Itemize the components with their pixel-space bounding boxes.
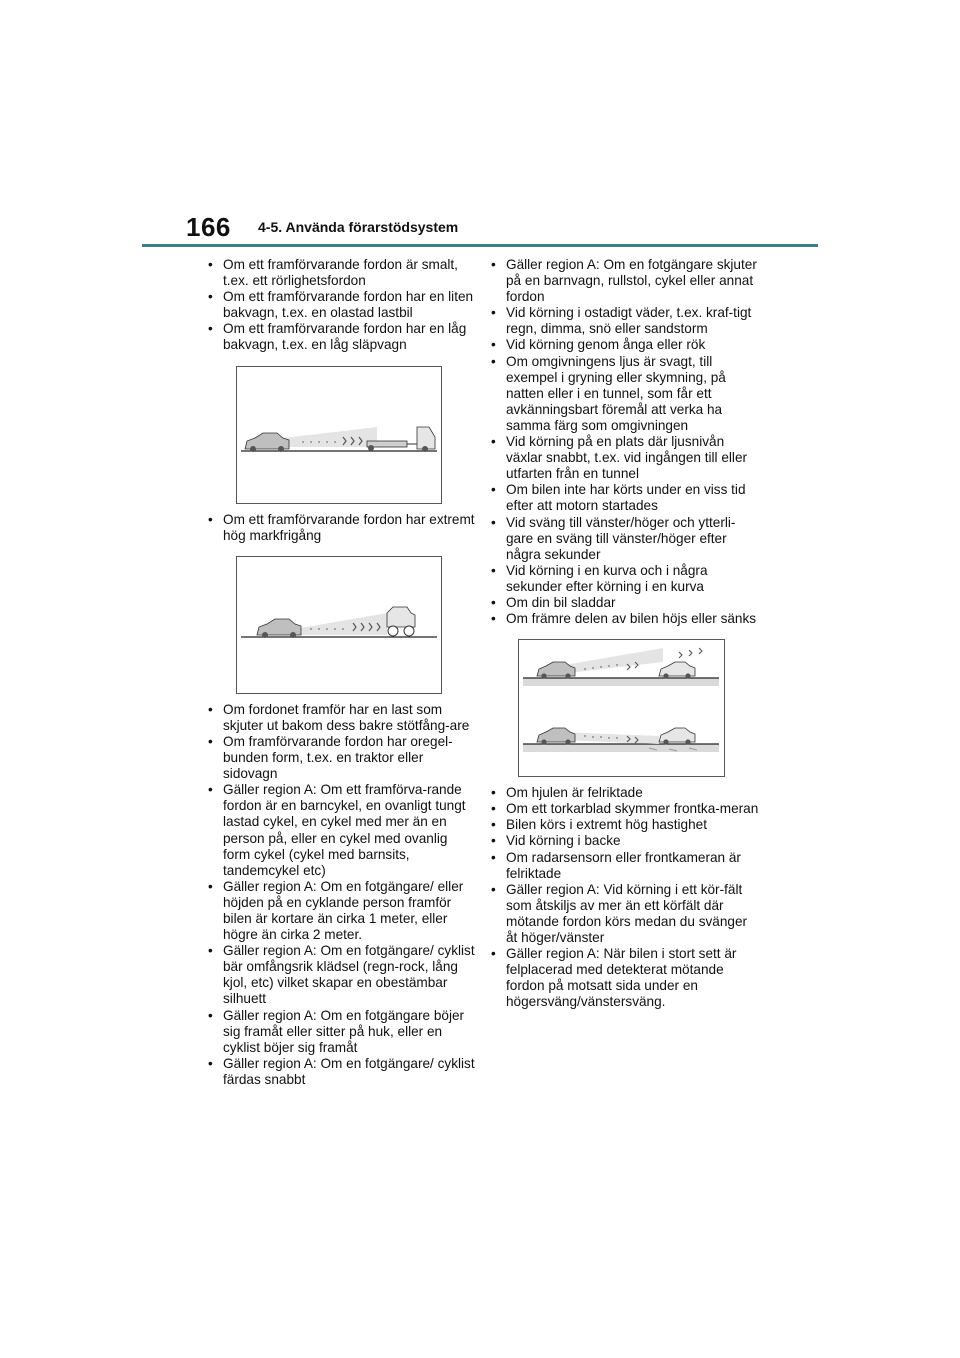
right-column <box>490 257 760 1010</box>
illustration-pitch-change <box>518 639 725 777</box>
illustration-low-trailer <box>236 366 442 504</box>
list-item: • Gäller region A: Om en fotgängare skjuter på en barnvagn, rullstol, cykel eller annat fordon <box>490 257 760 305</box>
list-item: • Gäller region A: Om en fotgängare/ eller höjden på en cyklande person framför bilen är kortare än cirka 1 meter, eller högre än cirka 2 meter. <box>207 879 477 943</box>
list-item: • Om fordonet framför har en last som skjuter ut bakom dess bakre stötfång-are <box>207 702 477 734</box>
list-item: • Gäller region A: Om en fotgängare/ cyklist bär omfångsrik klädsel (regn-rock, lång kjol, etc) vilket skapar en obestämbar silhuett <box>207 943 477 1007</box>
section-title: 4-5. Använda förarstödsystem <box>258 219 459 235</box>
header-divider <box>142 244 818 247</box>
list-item: • Om ett torkarblad skymmer frontka-meran <box>490 801 760 817</box>
list-item: • Om omgivningens ljus är svagt, till exempel i gryning eller skymning, på natten eller i en tunnel, som får ett avkänningsbart föremål att verka ha samma färg som omgivningen <box>490 354 760 434</box>
list-item: • Om din bil sladdar <box>490 595 760 611</box>
bullet-list <box>207 702 477 1088</box>
bullet-list <box>490 257 760 627</box>
bullet-list <box>207 257 477 354</box>
list-item: • Om hjulen är felriktade <box>490 785 760 801</box>
bullet-list <box>207 512 477 544</box>
list-item: • Vid körning på en plats där ljusnivån växlar snabbt, t.ex. vid ingången till eller utfarten från en tunnel <box>490 434 760 482</box>
list-item: • Om framförvarande fordon har oregel-bunden form, t.ex. en traktor eller sidovagn <box>207 734 477 782</box>
list-item: • Om ett framförvarande fordon har en låg bakvagn, t.ex. en låg släpvagn <box>207 321 477 353</box>
page-number: 166 <box>186 212 231 242</box>
left-column <box>207 257 477 1088</box>
list-item: • Om ett framförvarande fordon har extremt hög markfrigång <box>207 512 477 544</box>
list-item: • Gäller region A: Om en fotgängare böjer sig framåt eller sitter på huk, eller en cyklist böjer sig framåt <box>207 1008 477 1056</box>
list-item: • Gäller region A: Vid körning i ett kör-fält som åtskiljs av mer än ett körfält där mötande fordon körs medan du svänger åt höger/vänster <box>490 882 760 946</box>
list-item: • Om ett framförvarande fordon är smalt, t.ex. ett rörlighetsfordon <box>207 257 477 289</box>
list-item: • Om radarsensorn eller frontkameran är felriktade <box>490 850 760 882</box>
list-item: • Gäller region A: Om ett framförva-rande fordon är en barncykel, en ovanligt tungt lastad cykel, en cykel med mer än en person på, eller en cykel med ovanlig form cykel (cykel med barnsits, tandemcykel etc) <box>207 782 477 879</box>
list-item: • Om ett framförvarande fordon har en liten bakvagn, t.ex. en olastad lastbil <box>207 289 477 321</box>
list-item: • Vid körning i ostadigt väder, t.ex. kraf-tigt regn, dimma, snö eller sandstorm <box>490 305 760 337</box>
list-item: • Om bilen inte har körts under en viss tid efter att motorn startades <box>490 482 760 514</box>
list-item: • Bilen körs i extremt hög hastighet <box>490 817 760 833</box>
bullet-list <box>490 785 760 1010</box>
illustration-high-clearance <box>236 556 442 694</box>
list-item: • Vid sväng till vänster/höger och ytterli-gare en sväng till vänster/höger efter några sekunder <box>490 515 760 563</box>
list-item: • Om främre delen av bilen höjs eller sänks <box>490 611 760 627</box>
list-item: • Vid körning i backe <box>490 833 760 849</box>
list-item: • Gäller region A: När bilen i stort sett är felplacerad med detekterat mötande fordon på motsatt sida under en högersväng/vänstersväng. <box>490 946 760 1010</box>
list-item: • Vid körning i en kurva och i några sekunder efter körning i en kurva <box>490 563 760 595</box>
list-item: • Vid körning genom ånga eller rök <box>490 337 760 353</box>
list-item: • Gäller region A: Om en fotgängare/ cyklist färdas snabbt <box>207 1056 477 1088</box>
